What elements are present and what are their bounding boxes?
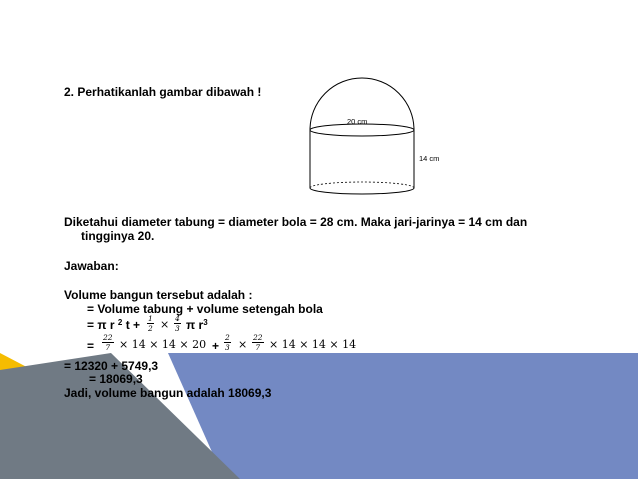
step-total: = 18069,3 xyxy=(89,372,143,386)
step-formula-symbols xyxy=(87,319,140,332)
plus-sign: + xyxy=(212,339,220,353)
fraction-half-numerator: 1 xyxy=(148,314,153,323)
diameter-label: 20 cm xyxy=(347,117,368,126)
fraction-22-7-a-numerator: 22 xyxy=(103,333,113,342)
step-sum: = 12320 + 5749,3 xyxy=(64,359,159,373)
answer-heading: Jawaban: xyxy=(64,259,119,273)
question-title: 2. Perhatikanlah gambar dibawah ! xyxy=(64,85,262,99)
height-label: 14 cm xyxy=(419,154,440,163)
bottom-ellipse-back xyxy=(310,182,414,188)
substitution-part-a: × 14 × 14 × 20 xyxy=(119,338,207,351)
fraction-2-3 xyxy=(224,333,231,352)
fraction-22-7-a-denominator: 7 xyxy=(105,343,111,352)
cylinder-hemisphere-figure xyxy=(300,75,460,205)
equals-sign: = xyxy=(87,318,95,332)
t-plus-text: t + xyxy=(122,318,141,332)
volume-intro: Volume bangun tersebut adalah : xyxy=(64,288,253,302)
exponent-2: 2 xyxy=(117,318,123,327)
pi-r3-text: π r xyxy=(186,318,204,332)
blue-band-shape xyxy=(168,353,638,479)
known-line-2: tingginya 20. xyxy=(81,229,155,243)
known-line-1: Diketahui diameter tabung = diameter bola = 28 cm. Maka jari-jarinya = 14 cm dan xyxy=(64,215,528,229)
step-formula-words: = Volume tabung + volume setengah bola xyxy=(87,302,323,316)
fraction-2-3-numerator: 2 xyxy=(225,333,230,342)
fraction-22-7-a xyxy=(102,333,114,352)
pi-r-text: π r xyxy=(97,318,115,332)
fraction-22-7-b-numerator: 22 xyxy=(253,333,263,342)
exponent-3: 3 xyxy=(203,318,208,327)
fraction-four-thirds-numerator: 4 xyxy=(175,314,180,323)
fraction-four-thirds-denominator: 3 xyxy=(175,324,180,333)
fraction-four-thirds xyxy=(174,314,181,333)
substitution-part-b: × 14 × 14 × 14 xyxy=(269,338,357,351)
conclusion: Jadi, volume bangun adalah 18069,3 xyxy=(64,386,272,400)
fraction-22-7-b-denominator: 7 xyxy=(255,343,261,352)
fraction-22-7-b xyxy=(252,333,264,352)
step-substitution-equals: = xyxy=(87,339,95,353)
pi-r-cubed xyxy=(186,319,208,332)
bottom-ellipse-front xyxy=(310,188,414,194)
fraction-2-3-denominator: 3 xyxy=(225,343,230,352)
times-sign-1: × xyxy=(160,318,170,331)
fraction-half xyxy=(147,314,154,333)
times-sign-2: × xyxy=(238,338,248,351)
fraction-half-denominator: 2 xyxy=(148,324,153,333)
